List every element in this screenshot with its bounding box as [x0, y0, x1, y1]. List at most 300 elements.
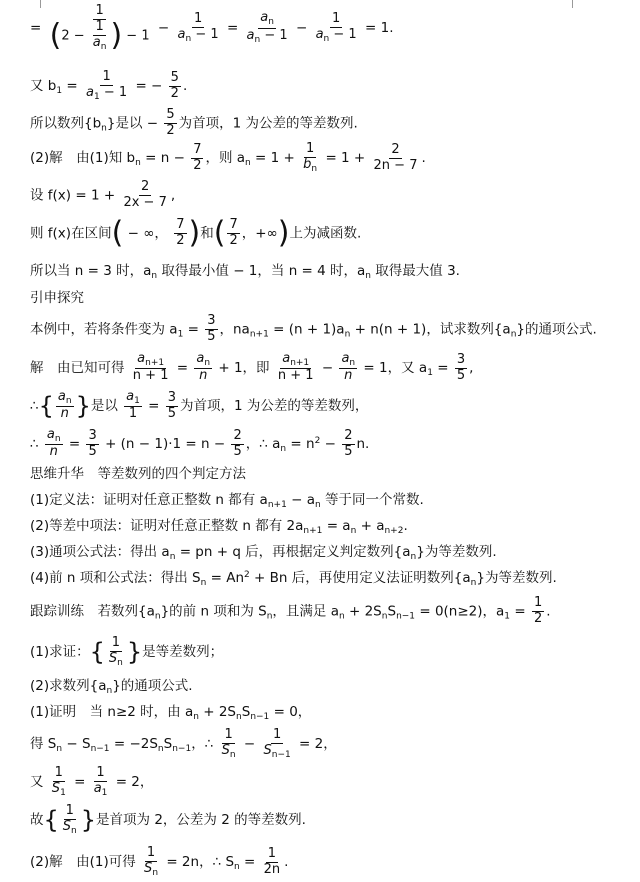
- text: ，na: [219, 321, 250, 338]
- text: − 1: [191, 26, 219, 42]
- subscript: 1: [56, 86, 63, 97]
- denominator: n: [60, 406, 69, 422]
- numerator: [194, 352, 212, 369]
- text: = (n + 1)a: [268, 321, 345, 338]
- fraction: [220, 728, 238, 760]
- text: =: [432, 360, 449, 377]
- superscript: 2: [314, 436, 321, 447]
- text: .: [421, 150, 426, 167]
- text: a: [196, 351, 205, 366]
- numerator: 1: [102, 69, 111, 84]
- denominator: [50, 782, 68, 798]
- text: (2)解 由(1)可得: [30, 854, 136, 871]
- denominator: n: [49, 444, 58, 460]
- subscript: n: [71, 825, 77, 836]
- subscript: 1: [93, 91, 100, 102]
- fraction: [339, 352, 357, 384]
- line-24: [30, 804, 620, 836]
- denominator: [107, 652, 125, 668]
- subscript: n: [350, 526, 357, 536]
- fraction: [314, 12, 359, 44]
- denominator: [301, 158, 319, 174]
- text: − 1: [122, 28, 150, 44]
- text: 本例中，若将条件变为 a: [30, 321, 178, 338]
- text: = −2S: [109, 736, 158, 753]
- subscript: n: [410, 552, 417, 562]
- section-heading: [30, 466, 620, 482]
- text: }为等差数列.: [416, 544, 497, 560]
- subscript: n: [311, 163, 318, 174]
- line-16: [30, 544, 620, 563]
- subscript: n: [365, 271, 372, 281]
- subscript: n: [157, 744, 164, 755]
- line-20: [30, 678, 620, 697]
- text: 思维升华 等差数列的四个判定方法: [30, 466, 246, 482]
- numerator: [280, 352, 311, 369]
- text: − 1: [99, 84, 128, 100]
- superscript: 2: [244, 570, 250, 580]
- numerator: 5: [170, 69, 179, 85]
- denominator: 5: [456, 367, 466, 383]
- text: =: [510, 603, 526, 620]
- denominator: 2n − 7: [373, 157, 418, 173]
- brace: {: [43, 806, 59, 835]
- text: 解 由已知可得: [30, 360, 125, 377]
- text: 又: [30, 774, 44, 791]
- text: (1)定义法：证明对任意正整数 n 都有 a: [30, 492, 268, 508]
- fraction: [276, 352, 316, 384]
- numerator: 1: [306, 141, 315, 156]
- text: − a: [286, 492, 315, 508]
- subscript: n: [323, 33, 330, 44]
- denominator: [220, 744, 238, 760]
- line-10: [30, 352, 620, 384]
- subscript: n: [510, 329, 517, 340]
- text: a: [86, 84, 94, 100]
- denominator: n: [199, 368, 208, 384]
- text: }的通项公式.: [112, 678, 193, 694]
- text: a: [126, 389, 135, 404]
- text: = pn + q 后，再根据定义判定数列{a: [175, 544, 411, 560]
- text: + (n − 1)·1 = n −: [105, 436, 226, 453]
- numerator: 1: [267, 845, 277, 861]
- numerator: 1: [65, 803, 74, 818]
- denominator: 5: [88, 443, 97, 459]
- text: + 1，即: [218, 360, 270, 377]
- text: a: [177, 26, 186, 42]
- text: a: [46, 427, 55, 442]
- text: a: [93, 780, 102, 796]
- minus-sign: −: [295, 20, 308, 37]
- numerator: 1: [224, 727, 233, 742]
- line-25: [30, 846, 620, 878]
- subscript: n−1: [250, 712, 270, 722]
- text: =: [239, 854, 256, 871]
- subscript: n: [106, 686, 113, 696]
- text: 又 b: [30, 78, 57, 95]
- fraction: [231, 429, 243, 460]
- subscript: n: [254, 34, 261, 45]
- denominator: 5: [233, 443, 242, 459]
- text: =: [74, 774, 86, 791]
- line-3: [30, 108, 620, 139]
- subscript: n: [268, 17, 274, 28]
- text: = 1.: [365, 20, 394, 37]
- minus-sign: −: [157, 20, 170, 37]
- subscript: n: [152, 867, 159, 878]
- paren: (: [49, 18, 62, 54]
- subscript: n: [193, 712, 199, 722]
- text: S: [241, 704, 251, 720]
- text: 是以: [90, 398, 118, 415]
- denominator: [48, 20, 152, 52]
- fraction: [107, 636, 125, 668]
- numerator: [45, 428, 63, 445]
- text: a: [282, 351, 291, 366]
- line-12: [30, 428, 620, 460]
- text: 跟踪训练 若数列{a: [30, 603, 155, 620]
- subscript: n−1: [172, 744, 192, 755]
- denominator: 2: [176, 232, 185, 248]
- numerator: 1: [272, 727, 282, 742]
- numerator: 1: [95, 3, 104, 18]
- subscript: n+1: [303, 526, 323, 536]
- line-19: [30, 636, 620, 668]
- text: (1)证明 当 n≥2 时，由 a: [30, 704, 194, 720]
- text: 等于同一个常数.: [320, 492, 424, 508]
- text: = a: [322, 518, 351, 534]
- text: =: [68, 436, 81, 453]
- fraction: [455, 353, 467, 384]
- denominator: 1: [128, 406, 138, 422]
- paren: ): [110, 18, 123, 54]
- denominator: 5: [344, 443, 353, 459]
- text: S: [263, 742, 272, 758]
- text: 取得最大值 3.: [371, 263, 460, 279]
- denominator: n + 1: [132, 368, 169, 384]
- subscript: n−1: [396, 611, 416, 622]
- numerator: 3: [167, 389, 177, 405]
- subscript: n: [117, 657, 123, 668]
- subscript: n: [151, 271, 158, 281]
- text: .: [182, 78, 188, 95]
- text: ∴: [30, 436, 39, 453]
- subscript: n: [381, 611, 388, 622]
- numerator: 3: [88, 427, 97, 443]
- text: 为首项，1 为公差的等差数列.: [178, 115, 358, 132]
- fraction: [164, 108, 176, 139]
- fraction: [92, 766, 110, 798]
- text: (3)通项公式法：得出 a: [30, 544, 170, 560]
- denominator: 2: [193, 157, 202, 173]
- text: =: [183, 321, 199, 338]
- subscript: n: [280, 444, 287, 455]
- fraction: [372, 143, 420, 174]
- denominator: [92, 782, 110, 798]
- text: a: [315, 26, 324, 42]
- text: =: [176, 360, 189, 377]
- text: + 2S: [344, 603, 382, 620]
- subscript: n: [65, 396, 72, 406]
- line-22: [30, 728, 620, 760]
- subscript: n: [169, 552, 176, 562]
- text: − 1: [329, 26, 357, 42]
- fraction: [124, 390, 142, 422]
- text: 2 −: [61, 28, 89, 44]
- text: ，∴ a: [245, 436, 281, 453]
- text: 得 S: [30, 736, 57, 753]
- denominator: 2: [533, 610, 543, 626]
- denominator: 5: [207, 328, 216, 344]
- text: 是首项为 2，公差为 2 的等差数列.: [96, 812, 306, 829]
- text: ∴: [30, 398, 39, 415]
- text: 所以当 n = 3 时，a: [30, 263, 152, 279]
- numerator: 1: [111, 635, 121, 650]
- text: a: [137, 351, 146, 366]
- numerator: 5: [166, 107, 175, 122]
- line-2: [30, 70, 620, 102]
- subscript: n: [349, 358, 356, 368]
- denominator: 2n: [263, 861, 281, 877]
- numerator: 1: [96, 765, 105, 780]
- text: .: [546, 603, 551, 620]
- numerator: 2: [391, 141, 400, 157]
- text: − S: [62, 736, 91, 753]
- subscript: n+1: [249, 329, 269, 340]
- line-5: [30, 180, 620, 211]
- line-7: [30, 263, 620, 282]
- fraction: [142, 846, 160, 878]
- line-18: [30, 596, 620, 627]
- text: = 0(n≥2)，a: [415, 603, 505, 620]
- fraction: [131, 352, 171, 384]
- subscript: n: [266, 611, 273, 622]
- subscript: n−1: [271, 749, 291, 760]
- fraction: [194, 352, 212, 384]
- text: 故: [30, 812, 44, 829]
- line-6: [30, 215, 620, 251]
- subscript: n: [204, 358, 211, 368]
- fraction: [50, 766, 68, 798]
- denominator: [261, 744, 292, 760]
- denominator: [84, 86, 129, 102]
- text: = 1，又 a: [363, 360, 428, 377]
- text: .: [284, 854, 289, 871]
- line-9: [30, 314, 620, 345]
- fraction: [176, 12, 221, 44]
- numerator: [258, 11, 276, 28]
- text: = n: [286, 436, 315, 453]
- fraction: [169, 71, 181, 102]
- numerator: 1: [54, 765, 63, 780]
- line-11: [30, 390, 620, 422]
- denominator: [142, 862, 160, 878]
- numerator: [339, 352, 357, 369]
- numerator: 2: [233, 427, 242, 443]
- fraction: [532, 596, 544, 627]
- text: S: [387, 603, 397, 620]
- subscript: n: [100, 41, 107, 52]
- fraction: [174, 218, 186, 249]
- text: − ∞，: [123, 225, 168, 242]
- text: a: [57, 389, 66, 404]
- subscript: n: [200, 578, 207, 588]
- text: a: [92, 34, 101, 50]
- text: 上为减函数.: [289, 225, 362, 242]
- fraction: [84, 70, 129, 102]
- subscript: n: [135, 158, 141, 169]
- fraction: [86, 429, 98, 460]
- subscript: n: [234, 862, 240, 873]
- text: (2)解 由(1)知 b: [30, 150, 136, 167]
- denominator: [61, 820, 79, 836]
- fraction: [56, 390, 74, 422]
- text: 则 f(x)在区间: [30, 225, 112, 242]
- fraction: [227, 218, 239, 249]
- numerator: 3: [456, 351, 466, 367]
- equals-sign: =: [226, 20, 239, 37]
- text: ,: [170, 187, 176, 204]
- paren: ): [188, 215, 201, 251]
- text: 和: [200, 225, 214, 242]
- text: =: [62, 78, 78, 95]
- text: ，且满足 a: [272, 603, 339, 620]
- denominator: [91, 36, 109, 52]
- brace: }: [126, 638, 143, 667]
- denominator: 2x − 7: [123, 194, 167, 210]
- denominator: [245, 29, 290, 45]
- numerator: [124, 390, 142, 407]
- text: S: [221, 742, 230, 758]
- text: a: [341, 351, 350, 366]
- text: ，+∞: [241, 225, 278, 242]
- brace: {: [89, 638, 105, 667]
- fraction: [45, 428, 63, 460]
- text: n.: [356, 436, 370, 453]
- text: 所以数列{b: [30, 115, 102, 132]
- text: S: [144, 860, 153, 876]
- subscript: n: [101, 123, 107, 134]
- text: −: [320, 436, 336, 453]
- numerator: 7: [176, 217, 185, 232]
- subscript: n: [56, 744, 63, 755]
- numerator: 7: [193, 141, 202, 157]
- fraction: [191, 143, 203, 174]
- numerator: 1: [193, 10, 203, 26]
- subscript: 1: [101, 787, 108, 798]
- subscript: n: [229, 749, 236, 760]
- text: S: [62, 818, 72, 834]
- fraction: [121, 180, 168, 211]
- text: = n −: [140, 150, 185, 167]
- text: 是等差数列；: [142, 644, 224, 661]
- subscript: n: [54, 434, 61, 444]
- subscript: n: [470, 578, 477, 588]
- text: }的前 n 项和为 S: [160, 603, 267, 620]
- numerator: 1: [146, 845, 156, 860]
- numerator: 7: [229, 217, 238, 232]
- text: S: [108, 650, 118, 666]
- paren: (: [111, 215, 124, 251]
- subscript: n: [245, 158, 251, 169]
- text: 引申探究: [30, 290, 84, 306]
- subscript: n+2: [384, 526, 404, 536]
- line-14: [30, 492, 620, 511]
- fraction: [48, 4, 152, 52]
- text: = An: [206, 570, 245, 586]
- denominator: n: [344, 368, 353, 384]
- fraction: [245, 11, 290, 45]
- text: a: [260, 10, 269, 26]
- text: −: [243, 736, 256, 753]
- fraction: [205, 314, 217, 345]
- text: 取得最小值 − 1，当 n = 4 时，a: [157, 263, 366, 279]
- line-1: [30, 4, 620, 52]
- text: (1)求证：: [30, 644, 90, 661]
- text: − 1: [260, 27, 288, 43]
- denominator: [314, 28, 359, 44]
- subscript: n−1: [90, 744, 110, 755]
- subscript: n+1: [267, 500, 287, 510]
- text: = 2，: [115, 774, 154, 791]
- denominator: 2: [166, 122, 175, 138]
- text: ，则 a: [205, 150, 246, 167]
- text: 设 f(x) = 1 +: [30, 187, 116, 204]
- text: b: [303, 156, 312, 172]
- subscript: n: [314, 500, 321, 510]
- paren: (: [213, 215, 226, 251]
- text: }的通项公式.: [516, 321, 597, 338]
- text: = 0，: [269, 704, 312, 720]
- subscript: 1: [177, 329, 184, 340]
- text: ，∴: [191, 736, 214, 753]
- subscript: n+1: [145, 358, 165, 368]
- text: 为首项，1 为公差的等差数列，: [180, 398, 369, 415]
- text: + n(n + 1)，试求数列{a: [350, 321, 511, 338]
- line-17: [30, 570, 620, 589]
- denominator: 2: [170, 85, 179, 101]
- fraction: [342, 429, 354, 460]
- text: = −: [135, 78, 163, 95]
- subscript: n: [185, 33, 192, 44]
- text: S: [163, 736, 173, 753]
- text: ,: [469, 360, 474, 377]
- denominator: [176, 28, 221, 44]
- line-15: [30, 518, 620, 537]
- fraction: [166, 391, 178, 422]
- text: =: [148, 398, 160, 415]
- text: (2)求数列{a: [30, 678, 107, 694]
- text: = 2n，∴ S: [166, 854, 235, 871]
- line-4: [30, 142, 620, 174]
- fraction: [91, 20, 109, 52]
- fraction: [262, 847, 283, 878]
- line-21: [30, 704, 620, 723]
- fraction: [61, 804, 79, 836]
- text: + a: [356, 518, 385, 534]
- numerator: [56, 390, 74, 407]
- subscript: n: [154, 611, 161, 622]
- denominator: 2: [229, 232, 238, 248]
- text: = 1 +: [325, 150, 366, 167]
- denominator: n + 1: [277, 368, 314, 384]
- denominator: 5: [167, 405, 177, 421]
- brace: }: [75, 392, 91, 421]
- text: + Bn 后，再使用定义法证明数列{a: [249, 570, 471, 586]
- text: }是以 −: [106, 115, 159, 132]
- text: S: [51, 780, 61, 796]
- numerator: 1: [533, 595, 543, 610]
